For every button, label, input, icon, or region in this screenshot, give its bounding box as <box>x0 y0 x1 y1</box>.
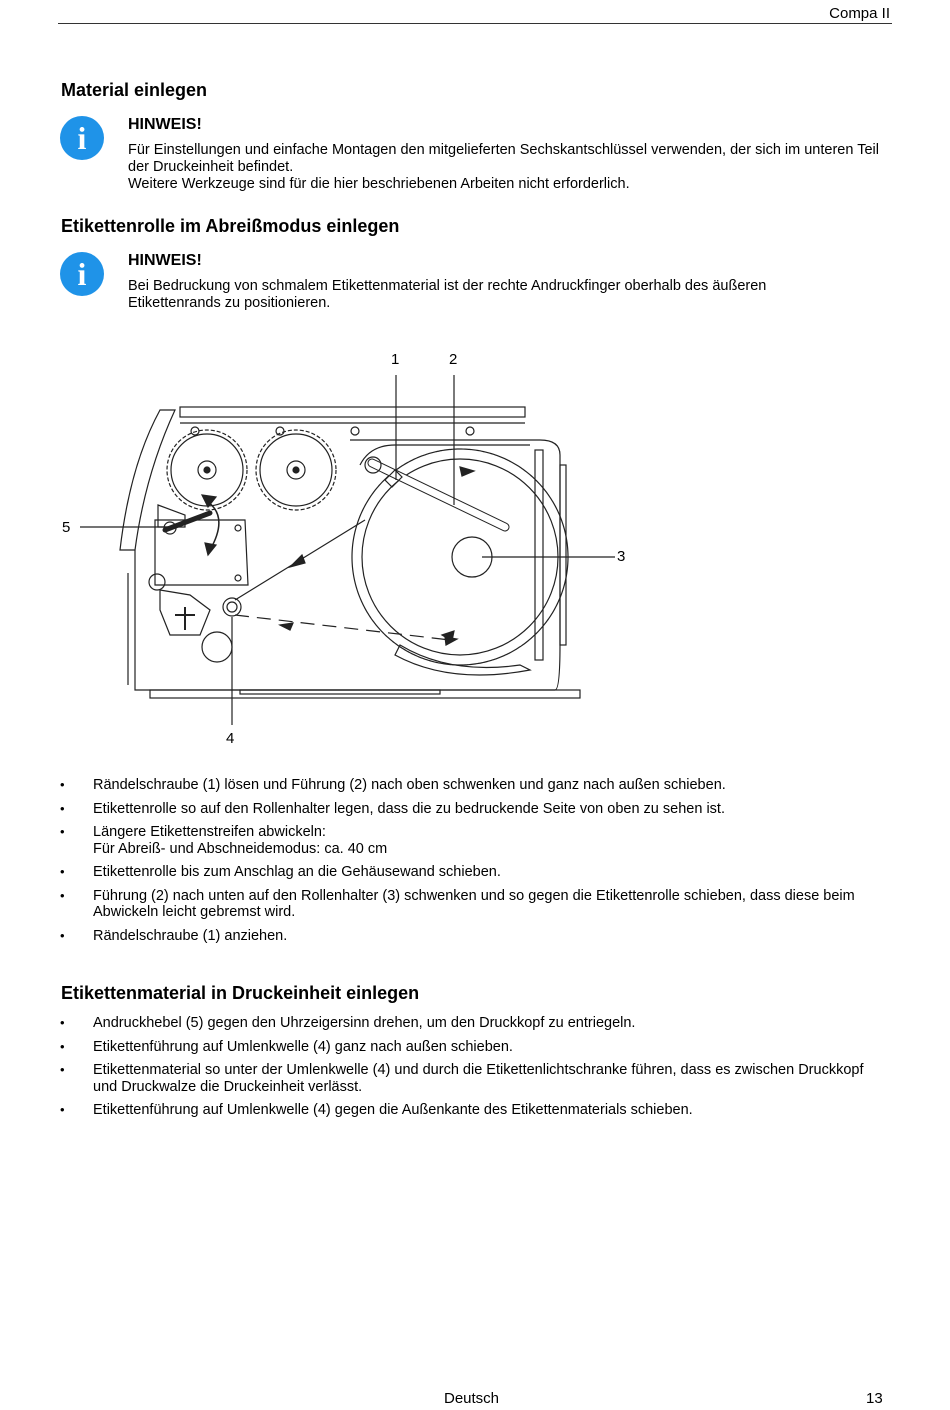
heading-material-einlegen: Material einlegen <box>61 80 208 100</box>
list-item-text: Etikettenmaterial so unter der Umlenkwelle (4) und durch die Etikettenlichtschranke führen, dass es zwischen Druckkopf und Druckwalze die Druckeinheit verlässt. <box>93 1062 864 1095</box>
list-item-text: Etikettenrolle bis zum Anschlag an die Gehäusewand schieben. <box>93 864 501 880</box>
list-item <box>60 864 890 881</box>
header-title: Compa II <box>829 5 890 22</box>
footer-language: Deutsch <box>444 1390 500 1407</box>
info-icon <box>60 116 104 160</box>
steps-abreissmodus <box>60 777 890 951</box>
list-item <box>60 1062 890 1095</box>
list-item-text: Rändelschraube (1) anziehen. <box>93 927 288 944</box>
list-item-text: Andruckhebel (5) gegen den Uhrzeigersinn drehen, um den Druckkopf zu entriegeln. <box>93 1015 636 1031</box>
list-item-text: Etikettenführung auf Umlenkwelle (4) gegen die Außenkante des Etikettenmaterials schieben. <box>93 1102 693 1118</box>
note-label: HINWEIS! <box>128 252 202 269</box>
figure-label-5: 5 <box>62 519 71 536</box>
printer-diagram-drawing <box>50 345 650 755</box>
list-item <box>60 801 890 818</box>
list-item <box>60 928 890 945</box>
figure-label-3: 3 <box>617 548 626 565</box>
page-number: 13 <box>866 1390 883 1407</box>
svg-text:i: i <box>77 256 87 292</box>
list-item <box>60 824 890 857</box>
list-item <box>60 1039 890 1056</box>
list-item-text: Führung (2) nach unten auf den Rollenhalter (3) schwenken und so gegen die Etikettenrolle schieben, dass diese beim Abwickeln leicht gebremst wird. <box>93 887 855 920</box>
note-text: Bei Bedruckung von schmalem Etikettenmaterial ist der rechte Andruckfinger oberhalb des äußeren Etikettenrands zu positionieren. <box>128 278 767 311</box>
list-item <box>60 777 890 794</box>
figure-label-4: 4 <box>226 730 235 747</box>
heading-druckeinheit: Etikettenmaterial in Druckeinheit einlegen <box>61 983 420 1003</box>
list-item-text: • Längere Etikettenstreifen abwickeln: <box>93 824 326 840</box>
list-item <box>60 1102 890 1119</box>
svg-text:i: i <box>77 120 87 156</box>
list-item-text: Etikettenrolle so auf den Rollenhalter legen, dass die zu bedruckende Seite von oben zu sehen ist. <box>93 800 725 817</box>
list-item <box>60 888 890 921</box>
list-item-text: Etikettenführung auf Umlenkwelle (4) ganz nach außen schieben. <box>93 1038 513 1055</box>
list-item-text: Rändelschraube (1) lösen und Führung (2) nach oben schwenken und ganz nach außen schieben. <box>93 777 726 793</box>
heading-abreissmodus: Etikettenrolle im Abreißmodus einlegen <box>61 216 400 236</box>
figure-label-1: 1 <box>391 351 400 368</box>
note-label: HINWEIS! <box>128 116 202 133</box>
printer-diagram <box>50 345 650 755</box>
header-rule <box>58 23 892 24</box>
list-item-text-2: Für Abreiß- und Abschneidemodus: ca. 40 cm <box>93 840 388 857</box>
info-icon <box>60 252 104 296</box>
note-text-line: Weitere Werkzeuge sind für die hier beschriebenen Arbeiten nicht erforderlich. <box>128 176 630 192</box>
note-text-line: Für Einstellungen und einfache Montagen den mitgelieferten Sechskantschlüssel verwenden, der sich im unteren Teil der Druckeinheit befindet. <box>128 142 879 175</box>
steps-druckeinheit <box>60 1015 890 1126</box>
list-item <box>60 1015 890 1032</box>
figure-label-2: 2 <box>449 351 458 368</box>
